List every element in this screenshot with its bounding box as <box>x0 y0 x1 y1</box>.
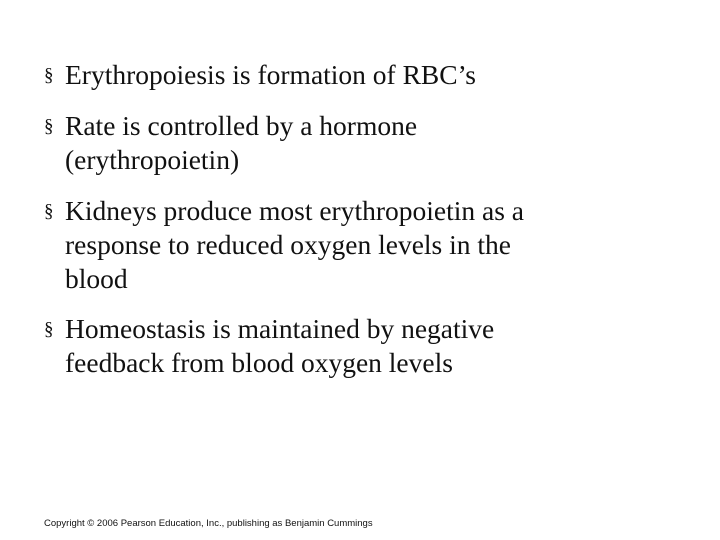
bullet-text-line: response to reduced oxygen levels in the <box>65 229 511 260</box>
bullet-marker: § <box>44 65 54 86</box>
bullet-text-line: Kidneys produce most erythropoietin as a <box>65 195 524 226</box>
copyright-notice: Copyright © 2006 Pearson Education, Inc., publishing as Benjamin Cummings <box>44 518 373 529</box>
bullet-text-line: Erythropoiesis is formation of RBC’s <box>65 59 476 90</box>
bullet-text-line: Homeostasis is maintained by negative <box>65 313 495 344</box>
bullet-text-line: blood <box>65 263 128 294</box>
bullet-text-line: feedback from blood oxygen levels <box>65 347 453 378</box>
bullet-erythropoiesis <box>44 58 684 92</box>
bullet-homeostasis <box>44 312 684 380</box>
bullet-marker: § <box>44 319 54 340</box>
bullet-kidneys <box>44 194 684 296</box>
bullet-rate-controlled <box>44 109 684 177</box>
bullet-marker: § <box>44 116 54 137</box>
bullet-text-line: Rate is controlled by a hormone <box>65 110 418 141</box>
bullet-marker: § <box>44 201 54 222</box>
bullet-text-line: (erythropoietin) <box>65 144 240 175</box>
bullet-list <box>44 58 684 393</box>
